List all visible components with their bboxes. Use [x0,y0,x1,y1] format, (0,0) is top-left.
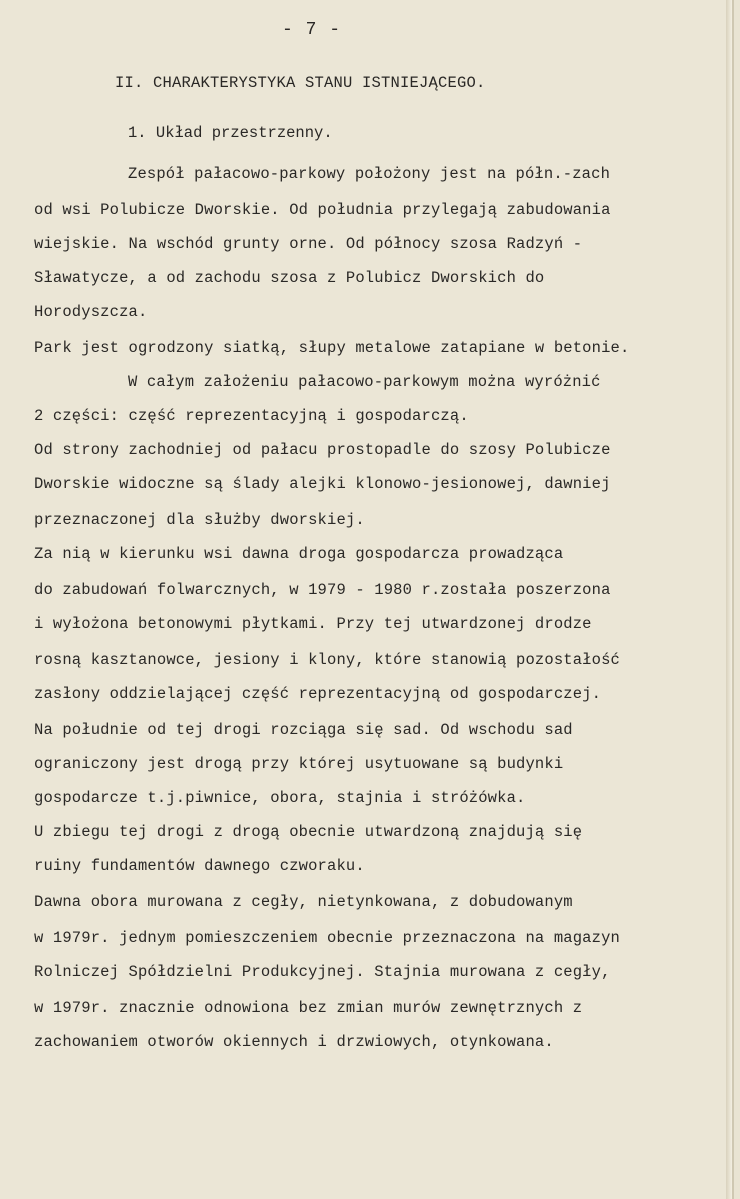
text-line: w 1979r. znacznie odnowiona bez zmian murów zewnętrznych z [34,999,583,1017]
text-line: do zabudowań folwarcznych, w 1979 - 1980 r.została poszerzona [34,581,611,599]
section-heading: II. CHARAKTERYSTYKA STANU ISTNIEJĄCEGO. [115,74,486,92]
text-line: Horodyszcza. [34,303,148,321]
text-line: rosną kasztanowce, jesiony i klony, które stanowią pozostałość [34,651,620,669]
text-line: W całym założeniu pałacowo-parkowym można wyróżnić [128,373,601,391]
text-line: Park jest ogrodzony siatką, słupy metalowe zatapiane w betonie. [34,339,630,357]
page-number: - 7 - [282,20,342,40]
text-line: Rolniczej Spółdzielni Produkcyjnej. Stajnia murowana z cegły, [34,963,611,981]
text-line: gospodarcze t.j.piwnice, obora, stajnia i stróżówka. [34,789,526,807]
text-line: przeznaczonej dla służby dworskiej. [34,511,365,529]
text-line: Od strony zachodniej od pałacu prostopadle do szosy Polubicze [34,441,611,459]
text-line: Sławatycze, a od zachodu szosa z Polubicz Dworskich do [34,269,545,287]
text-line: Za nią w kierunku wsi dawna droga gospodarcza prowadząca [34,545,564,563]
text-line: U zbiegu tej drogi z drogą obecnie utwardzoną znajdują się [34,823,583,841]
text-line: i wyłożona betonowymi płytkami. Przy tej utwardzonej drodze [34,615,592,633]
text-line: Dawna obora murowana z cegły, nietynkowana, z dobudowanym [34,893,573,911]
text-line: Na południe od tej drogi rozciąga się sad. Od wschodu sad [34,721,573,739]
text-line: ograniczony jest drogą przy której usytuowane są budynki [34,755,564,773]
text-line: zasłony oddzielającej część reprezentacyjną od gospodarczej. [34,685,602,703]
text-line: w 1979r. jednym pomieszczeniem obecnie przeznaczona na magazyn [34,929,620,947]
text-line: 2 części: część reprezentacyjną i gospodarczą. [34,407,469,425]
text-line: od wsi Polubicze Dworskie. Od południa przylegają zabudowania [34,201,611,219]
text-line: Dworskie widoczne są ślady alejki klonowo-jesionowej, dawniej [34,475,611,493]
text-line: zachowaniem otworów okiennych i drzwiowych, otynkowana. [34,1033,554,1051]
subsection-heading: 1. Układ przestrzenny. [128,124,333,142]
text-line: wiejskie. Na wschód grunty orne. Od północy szosa Radzyń - [34,235,583,253]
text-line: ruiny fundamentów dawnego czworaku. [34,857,365,875]
text-line: Zespół pałacowo-parkowy położony jest na półn.-zach [128,165,611,183]
page-edge [726,0,732,1199]
